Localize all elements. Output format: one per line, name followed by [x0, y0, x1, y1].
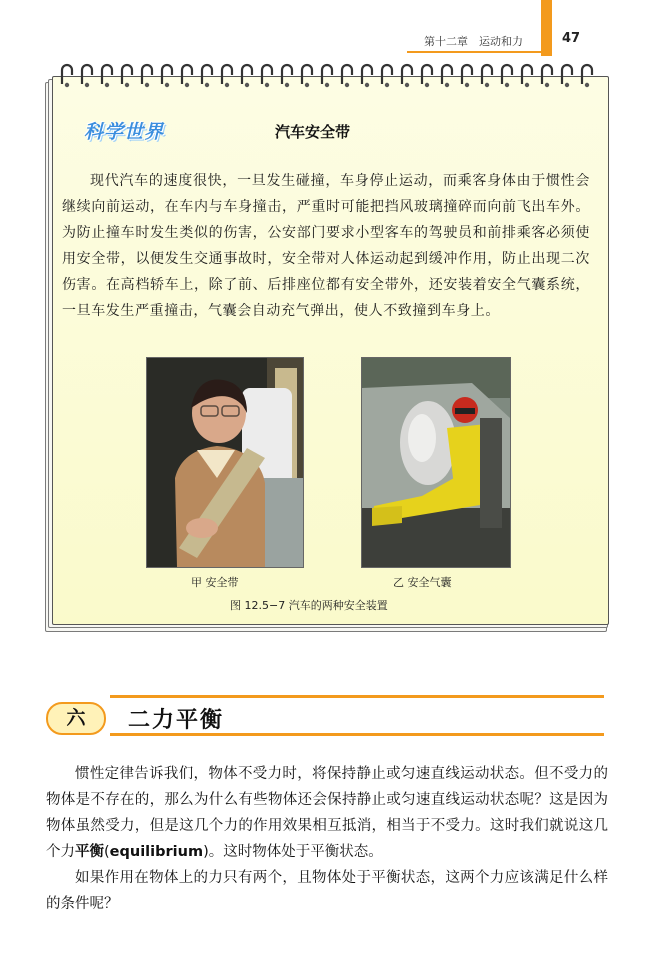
- binding-ring: [222, 65, 232, 87]
- binding-ring: [202, 65, 212, 87]
- card-paragraph: 现代汽车的速度很快，一旦发生碰撞，车身停止运动，而乘客身体由于惯性会继续向前运动，在车内与车身撞击，严重时可能把挡风玻璃撞碎而向前飞出车外。为防止撞车时发生类似的伤害，公安部门要求小型客车的驾驶员和前排乘客必须使用安全带，以便发生交通事故时，安全带对人体运动起到缓冲作用，防止出现二次伤害。在高档轿车上，除了前、后排座位都有安全带外，还安装着安全气囊系统，一旦车发生严重撞击，气囊会自动充气弹出，使人不致撞到车身上。: [62, 173, 590, 319]
- seatbelt-photo: [146, 357, 304, 568]
- binding-ring: [282, 65, 292, 87]
- binding-ring: [422, 65, 432, 87]
- binding-ring: [182, 65, 192, 87]
- seatbelt-caption: 甲 安全带: [191, 576, 239, 589]
- binding-ring: [362, 65, 372, 87]
- binding-ring: [142, 65, 152, 87]
- airbag-caption: 乙 安全气囊: [393, 576, 452, 589]
- paragraph-2: 如果作用在物体上的力只有两个，且物体处于平衡状态，这两个力应该满足什么样的条件呢？: [46, 870, 608, 912]
- binding-ring: [582, 65, 592, 87]
- binding-ring: [462, 65, 472, 87]
- key-term: 平衡: [75, 844, 104, 860]
- binding-ring: [162, 65, 172, 87]
- binding-ring: [522, 65, 532, 87]
- paragraph-1-text: 惯性定律告诉我们，物体不受力时，将保持静止或匀速直线运动状态。但不受力的物体是不存在的，那么为什么有些物体还会保持静止或匀速直线运动状态呢？这是因为物体虽然受力，但是这几个力的作用效果相互抵消，相当于不受力。这时我们就说这几个力: [46, 766, 608, 860]
- binding-ring: [62, 65, 72, 87]
- card-title: 汽车安全带: [275, 123, 351, 141]
- page-number: 47: [562, 31, 581, 46]
- binding-ring: [122, 65, 132, 87]
- binding-ring: [442, 65, 452, 87]
- binding-ring: [102, 65, 112, 87]
- binding-ring: [562, 65, 572, 87]
- science-world-card: [52, 76, 609, 625]
- binding-ring: [482, 65, 492, 87]
- binding-ring: [302, 65, 312, 87]
- binding-ring: [242, 65, 252, 87]
- paragraph-1: 惯性定律告诉我们，物体不受力时，将保持静止或匀速直线运动状态。但不受力的物体是不存在的，那么为什么有些物体还会保持静止或匀速直线运动状态呢？这是因为物体虽然受力，但是这几个力的作用效果相互抵消，相当于不受力。这时我们就说这几个力平衡(equilibrium)。这时物体处于平衡状态。: [46, 766, 608, 860]
- section-number-badge: 六: [46, 702, 106, 735]
- section-rule-top: [110, 695, 604, 698]
- main-body: [46, 761, 608, 917]
- section-title: 二力平衡: [128, 708, 225, 733]
- binding-ring: [342, 65, 352, 87]
- binding-ring: [262, 65, 272, 87]
- binding-ring: [542, 65, 552, 87]
- header-accent-bar: [541, 0, 552, 56]
- binding-ring: [402, 65, 412, 87]
- science-world-logo: 科学世界: [84, 121, 165, 143]
- airbag-photo: [361, 357, 511, 568]
- figure-caption: 图 12.5−7 汽车的两种安全装置: [230, 599, 388, 612]
- paragraph-1-ending: 。这时物体处于平衡状态。: [208, 844, 383, 860]
- spiral-binding-rings: [57, 58, 602, 92]
- binding-ring: [502, 65, 512, 87]
- binding-ring: [82, 65, 92, 87]
- binding-ring: [382, 65, 392, 87]
- binding-ring: [322, 65, 332, 87]
- chapter-title: 第十二章 运动和力: [424, 35, 523, 48]
- key-term-english: equilibrium: [109, 844, 204, 860]
- header-divider: [407, 51, 552, 53]
